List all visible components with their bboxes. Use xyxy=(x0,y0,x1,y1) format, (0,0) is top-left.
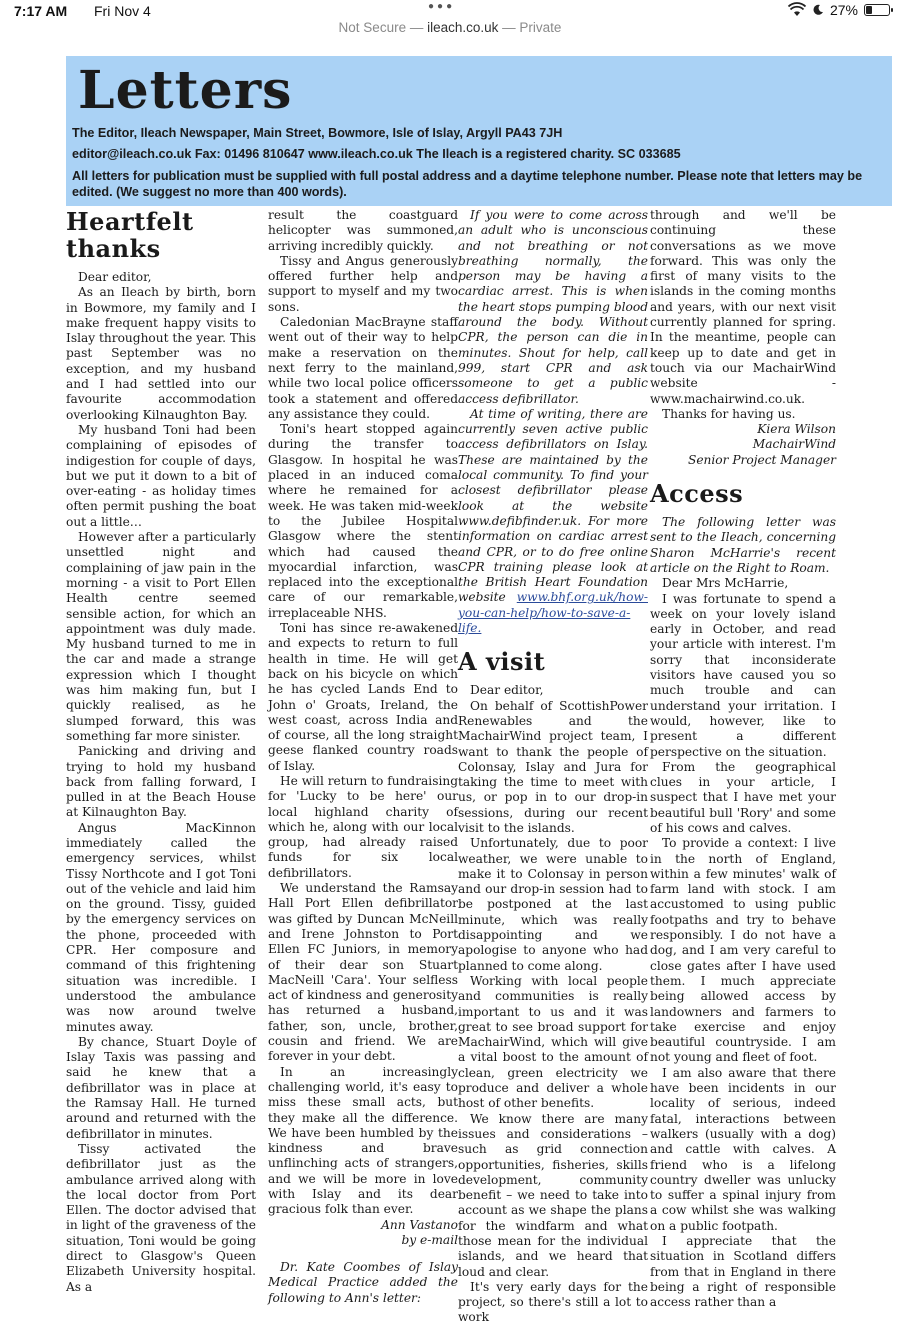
newspaper-page xyxy=(58,48,900,1325)
battery-percent: 27% xyxy=(829,2,858,18)
address-bar[interactable] xyxy=(0,20,900,42)
paragraph: Dear editor, xyxy=(78,270,152,284)
paragraph: through and we'll be continuing these conversations as we move forward. This was only the first of many visits to the islands in the coming months and years, with our next visit currently planned for spring. In the meantime, people can keep up to date and get in touch via our MachairWind website - www.machairwind.co.uk. xyxy=(650,208,836,406)
paragraph: From the geographical clues in your article, I suspect that I have met your beautiful bull 'Rory' and some of his cows and calves. xyxy=(650,759,836,835)
column-2 xyxy=(268,208,458,1306)
page-title: Letters xyxy=(78,60,293,121)
paragraph: Caledonian MacBrayne staff went out of their way to help make a reservation on the next ferry to the mainland, while two local police officers took a statement and offered any assistance they could. xyxy=(268,315,458,421)
paragraph: Working with local people and communities is really important to us and it was great to see broad support for MachairWind, which will give a vital boost to the amount of clean, green electricity we produce and deliver a whole host of other benefits. xyxy=(458,973,648,1111)
signature-name: Ann Vastano xyxy=(381,1217,458,1232)
paragraph: To provide a context: I live in the north of England, within a few minutes' walk of farm land with stock. I am accustomed to using public footpaths and try to behave responsibly. I do not have a dog, and I am very careful to close gates after I have used them. I much appreciate being allowed access by landowners and farmers to take exercise and enjoy beautiful countryside. I am not young and fleet of foot. xyxy=(650,836,836,1065)
moon-icon xyxy=(812,4,824,16)
spacer xyxy=(268,1248,458,1260)
paragraph: Tissy activated the defibrillator just as the ambulance arrived along with the local doctor from Port Ellen. The doctor advised that in light of the graveness of the situation, Toni would be going direct to Glasgow's Queen Elizabeth University hospital. As a xyxy=(66,1141,256,1294)
paragraph: I appreciate that the situation in Scotland differs from that in England in there being a right of responsible access rather than a xyxy=(650,1234,836,1310)
submission-notice: All letters for publication must be supplied with full postal address and a daytime telephone number. Please note that letters may be edited. (We suggest no more than 400 words). xyxy=(72,169,863,199)
signature-method: by e-mail xyxy=(401,1232,458,1247)
signature-org: MachairWind xyxy=(752,437,836,452)
column-4 xyxy=(650,208,836,1310)
paragraph: Dear Mrs McHarrie, xyxy=(662,576,789,591)
paragraph: Toni has since re-awakened and expects to return to full health in time. He will get back on his bicycle on which he has cycled Lands End to John o' Groats, Ireland, the west coast, across India and of course, all the long straight geese flanked country roads of Islay. xyxy=(268,621,458,773)
paragraph: On behalf of ScottishPower Renewables and the MachairWind project team, I want to thank the people of Colonsay, Islay and Jura for taking the time to meet with us, or pop in to our drop-in sessions, during our recent visit to the islands. xyxy=(458,698,648,835)
contact-line: editor@ileach.co.uk Fax: 01496 810647 www.ileach.co.uk The Ileach is a registered charity. SC 033685 xyxy=(72,147,681,161)
paragraph: Tissy and Angus generously offered further help and support to myself and my two sons. xyxy=(268,253,458,314)
wifi-icon xyxy=(788,3,806,17)
paragraph: By chance, Stuart Doyle of Islay Taxis was passing and said he knew that a defibrillator was in place at the Ramsay Hall. He turned around and returned with the defibrillator in minutes. xyxy=(66,1034,256,1141)
paragraph: It's very early days for the project, so there's still a lot to work xyxy=(458,1279,648,1325)
paragraph: Toni's heart stopped again during the transfer to Glasgow. In hospital he was placed in an induced coma where he remained for a week. He was taken mid-week to the Jubilee Hospital Glasgow where the stent which had caused the myocardial infarction, was replaced into the exceptional care of our remarkable, irreplaceable NHS. xyxy=(268,422,458,620)
paragraph: Dr. Kate Coombes of Islay Medical Practice added the following to Ann's letter: xyxy=(268,1260,458,1305)
article-heading-a-visit: A visit xyxy=(458,647,546,677)
bhf-link[interactable]: www.bhf.org.uk/how-you-can-help/how-to-save-a-life. xyxy=(458,590,648,636)
column-1 xyxy=(66,208,256,1295)
battery-fill xyxy=(866,6,872,14)
paragraph: Unfortunately, due to poor weather, we were unable to make it to Colonsay in person and our drop-in session had to be postponed at the last minute, which was really disappointing and we apologise to anyone who had planned to come along. xyxy=(458,836,648,973)
paragraph-text: At time of writing, there are currently seven active public access defibrillators on Islay. These are maintained by the local community. To find your closest defibrillator please look at the website www.defibfinder.uk. For more information on cardiac arrest and CPR, or to do free online CPR training please look at the British Heart Foundation website xyxy=(458,406,648,605)
url-domain: ileach.co.uk xyxy=(427,20,499,35)
paragraph: We understand the Ramsay Hall Port Ellen defibrillator was gifted by Duncan McNeill and Irene Johnston to Port Ellen FC Juniors, in memory of their dear son Stuart MacNeill 'Cara'. Your selfless act of kindness and generosity has returned a husband, father, son, uncle, brother, cousin and friend. We are forever in your debt. xyxy=(268,881,458,1064)
paragraph: I was fortunate to spend a week on your lovely island early in October, and read your article with interest. I'm sorry that inconsiderate visitors have caused you so much trouble and can understand your irritation. I would, however, like to present a different perspective on the situation. xyxy=(650,591,836,759)
paragraph: Panicking and driving and trying to hold my husband back from falling forward, I pulled in at the Beach House at Kilnaughton Bay. xyxy=(66,744,256,820)
paragraph: My husband Toni had been complaining of episodes of indigestion for couple of days, but we put it down to a bit of over-eating - as holiday times often permit pushing the boat out a little… xyxy=(66,422,256,529)
paragraph: Angus MacKinnon immediately called the emergency services, whilst Tissy Northcote and I got Toni out of the vehicle and laid him on the ground. Tissy, guided by the emergency services on the phone, proceeded with CPR. Her composure and command of this frightening situation was incredible. I understood the ambulance was now around twelve minutes away. xyxy=(66,820,256,1034)
paragraph: He will return to fundraising for 'Lucky to be here' our local highland charity of which he, along with our local group, had already raised funds for six local defibrillators. xyxy=(268,773,458,880)
paragraph: In an increasingly challenging world, it's easy to miss these small acts, but they make all the difference. We have been humbled by the kindness and brave unflinching acts of strangers, and we will be more in love with Islay and its dear gracious folk than ever. xyxy=(268,1064,458,1217)
paragraph: As an Ileach by birth, born in Bowmore, my family and I make frequent happy visits to Islay throughout the year. This past September was no exception, and my husband and I had settled into our favourite accommodation overlooking Kilnaughton Bay. xyxy=(66,285,256,422)
battery-icon xyxy=(864,4,890,16)
signature-name: Kiera Wilson xyxy=(757,422,836,437)
paragraph: The following letter was sent to the Ileach, concerning Sharon McHarrie's recent article on the Right to Roam. xyxy=(650,515,836,575)
article-heading-access: Access xyxy=(650,479,744,509)
column-3 xyxy=(458,208,648,1326)
editor-address: The Editor, Ileach Newspaper, Main Street, Bowmore, Isle of Islay, Argyll PA43 7JH xyxy=(72,126,563,140)
paragraph: We know there are many issues and considerations – such as grid connection opportunities, fisheries, skills development, community benefit – we need to take into account as we shape the plans for the windfarm and what those mean for the individual islands, and we heard that loud and clear. xyxy=(458,1111,648,1279)
letters-header xyxy=(66,56,892,206)
signature-title: Senior Project Manager xyxy=(688,452,836,467)
paragraph: result the coastguard helicopter was summoned, arriving incredibly quickly. xyxy=(268,208,458,253)
paragraph: Dear editor, xyxy=(470,683,544,698)
article-heading-heartfelt-thanks: Heartfelt thanks xyxy=(66,207,194,263)
paragraph: I am also aware that there have been incidents in our locality of serious, indeed fatal, interactions between walkers (usually with a dog) and cattle with calves. A friend who is a lifelong country dweller was unlucky to suffer a spinal injury from a cow whilst she was walking on a public footpath. xyxy=(650,1065,836,1233)
multitasking-dots-icon[interactable]: ●●● xyxy=(428,1,456,12)
status-date: Fri Nov 4 xyxy=(94,3,151,19)
paragraph: If you were to come across an adult who is unconscious and not breathing or not breathing normally, the person may be having a cardiac arrest. This is when the heart stops pumping blood around the body. Without CPR, the person can die in minutes. Shout for help, call 999, start CPR and ask someone to get a public access defibrillator. xyxy=(458,208,648,406)
paragraph: Thanks for having us. xyxy=(662,406,796,421)
security-label: Not Secure — xyxy=(338,20,424,35)
status-time: 7:17 AM xyxy=(14,3,68,19)
paragraph: However after a particularly unsettled night and complaining of jaw pain in the morning - a visit to Port Ellen Health centre seemed sensible action, for which an appointment was duly made. My husband turned to me in the car and made a strange expression which I thought was him making fun, but I quickly realised, as he slumped forward, this was something far more sinister. xyxy=(66,530,256,743)
paragraph xyxy=(458,407,648,636)
private-label: — Private xyxy=(502,20,562,35)
